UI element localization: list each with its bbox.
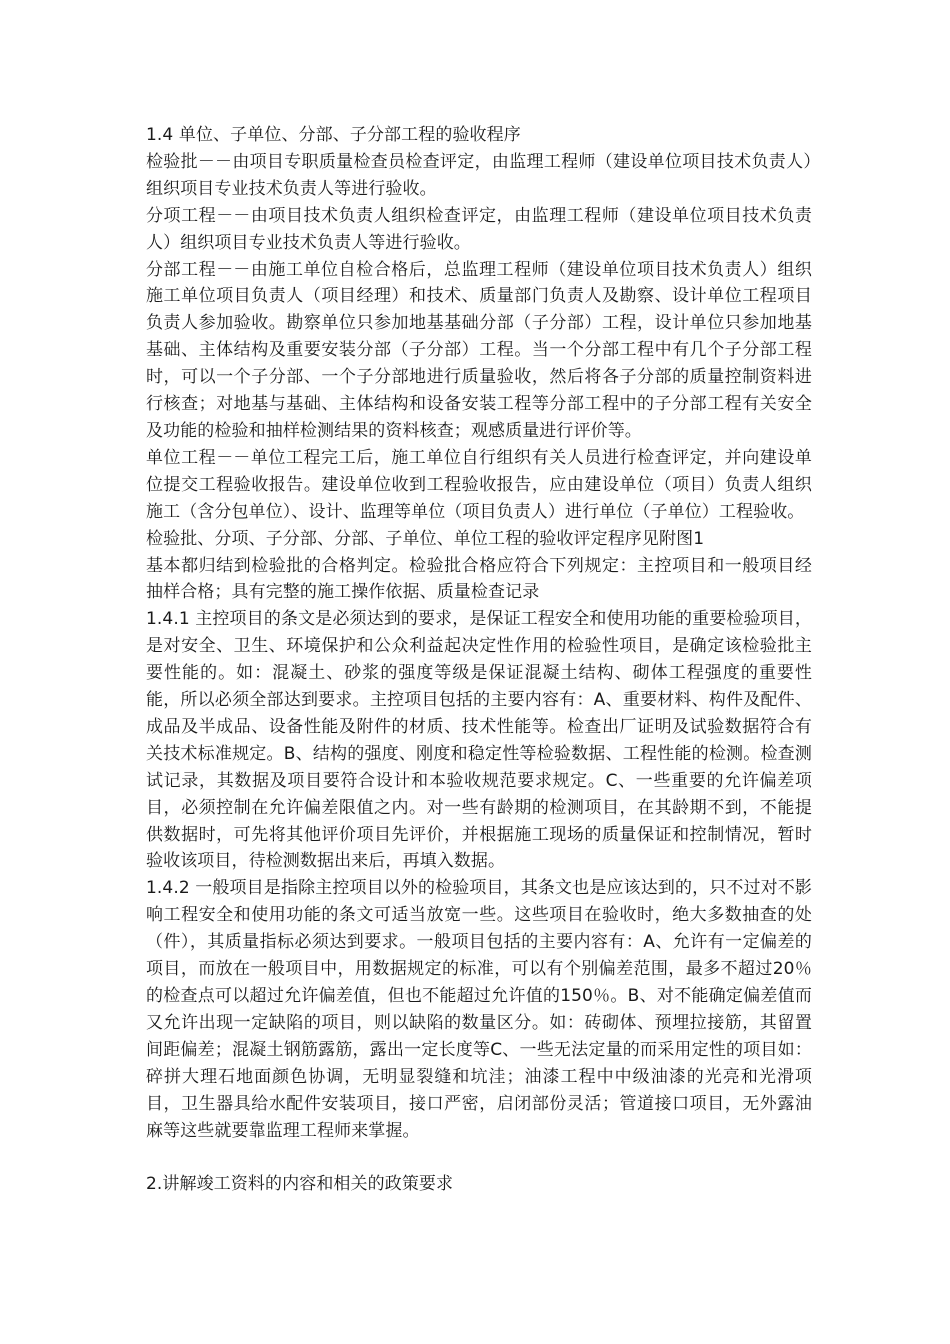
paragraph-procedure-reference: 检验批、分项、子分部、分部、子单位、单位工程的验收评定程序见附图1	[146, 528, 705, 549]
paragraph-main-control-items: 1.4.1 主控项目的条文是必须达到的要求，是保证工程安全和使用功能的重要检验项目，是对安全、卫生、环境保护和公众利益起决定性作用的检验性项目，是确定该检验批主要性能的。如：混凝土、砂浆的强度等级是保证混凝土结构、砌体工程强度的重要性能，所以必须全部达到要求。主控项目包括的主要内容有：A、重要材料、构件及配件、成品及半成品、设备性能及附件的材质、技术性能等。检查出厂证明及试验数据符合有关技术标准规定。B、结构的强度、刚度和稳定性等检验数据、工程性能的检测。检查测试记录，其数据及项目要符合设计和本验收规范要求规定。C、一些重要的允许偏差项目，必须控制在允许偏差限值之内。对一些有龄期的检测项目，在其龄期不到，不能提供数据时，可先将其他评价项目先评价，并根据施工现场的质量保证和控制情况，暂时验收该项目，待检测数据出来后，再填入数据。	[146, 609, 812, 872]
paragraph-sub-item: 分项工程－－由项目技术负责人组织检查评定，由监理工程师（建设单位项目技术负责人）组织项目专业技术负责人等进行验收。	[146, 205, 812, 253]
paragraph-inspection-lot: 检验批－－由项目专职质量检查员检查评定，由监理工程师（建设单位项目技术负责人）组织项目专业技术负责人等进行验收。	[146, 151, 812, 199]
paragraph-qualification: 基本都归结到检验批的合格判定。检验批合格应符合下列规定：主控项目和一般项目经抽样合格；具有完整的施工操作依据、质量检查记录	[146, 555, 812, 603]
paragraph-general-items: 1.4.2 一般项目是指除主控项目以外的检验项目，其条文也是应该达到的，只不过对不影响工程安全和使用功能的条文可适当放宽一些。这些项目在验收时，绝大多数抽查的处（件），其质量指标必须达到要求。一般项目包括的主要内容有：A、允许有一定偏差的项目，而放在一般项目中，用数据规定的标准，可以有个别偏差范围，最多不超过20％的检查点可以超过允许偏差值，但也不能超过允许值的150％。B、对不能确定偏差值而又允许出现一定缺陷的项目，则以缺陷的数量区分。如：砖砌体、预埋拉接筋，其留置间距偏差；混凝土钢筋露筋，露出一定长度等C、一些无法定量的而采用定性的项目如：碎拼大理石地面颜色协调，无明显裂缝和坑洼；油漆工程中中级油漆的光亮和光滑项目，卫生器具给水配件安装项目，接口严密，启闭部份灵活；管道接口项目，无外露油麻等这些就要靠监理工程师来掌握。	[146, 878, 812, 1141]
paragraph-division: 分部工程－－由施工单位自检合格后，总监理工程师（建设单位项目技术负责人）组织施工单位项目负责人（项目经理）和技术、质量部门负责人及勘察、设计单位工程项目负责人参加验收。勘察单位只参加地基基础分部（子分部）工程，设计单位只参加地基基础、主体结构及重要安装分部（子分部）工程。当一个分部工程中有几个子分部工程时，可以一个子分部、一个子分部地进行质量验收，然后将各子分部的质量控制资料进行核查；对地基与基础、主体结构和设备安装工程等分部工程中的子分部工程有关安全及功能的检验和抽样检测结果的资料核查；观感质量进行评价等。	[146, 259, 812, 441]
blank-line	[146, 1144, 812, 1171]
document-body	[146, 122, 812, 1198]
section-title: 1.4 单位、子单位、分部、子分部工程的验收程序	[146, 125, 521, 145]
next-section-title: 2.讲解竣工资料的内容和相关的政策要求	[146, 1174, 454, 1195]
paragraph-unit-project: 单位工程－－单位工程完工后，施工单位自行组织有关人员进行检查评定，并向建设单位提交工程验收报告。建设单位收到工程验收报告，应由建设单位（项目）负责人组织施工（含分包单位）、设计、监理等单位（项目负责人）进行单位（子单位）工程验收。	[146, 447, 812, 522]
